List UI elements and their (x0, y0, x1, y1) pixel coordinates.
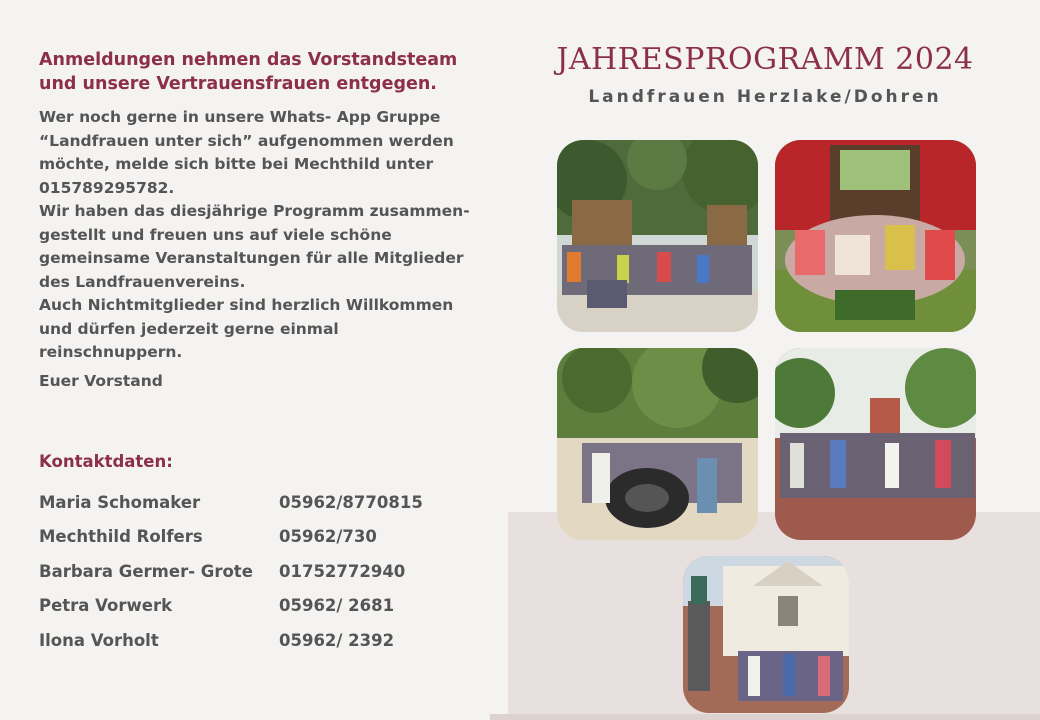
background-strip (490, 714, 1040, 720)
body-line: gestellt und freuen uns auf viele schöne (39, 225, 392, 244)
contact-phone: 05962/730 (279, 527, 377, 546)
contact-phone: 05962/ 2681 (279, 596, 395, 615)
intro-text: Anmeldungen nehmen das Vorstandsteam und unsere Vertrauensfrauen entgegen. (39, 50, 458, 94)
signoff: Euer Vorstand (39, 372, 163, 390)
contacts-heading: Kontaktdaten: (39, 452, 173, 471)
contact-phone: 05962/8770815 (279, 493, 423, 512)
body-line: und dürfen jederzeit gerne einmal reinschnuppern. (39, 319, 339, 361)
page-title: JAHRESPROGRAMM 2024 (556, 42, 974, 77)
group-photo-tire (557, 348, 758, 540)
info-column (39, 48, 479, 365)
contact-phone: 01752772940 (279, 562, 406, 581)
body-line: gemeinsame Veranstaltungen für alle Mitglieder (39, 249, 464, 267)
contact-name: Barbara Germer- Grote (39, 562, 253, 581)
body-line: 015789295782. (39, 178, 175, 197)
page-subtitle: Landfrauen Herzlake/Dohren (588, 87, 942, 107)
contact-name: Ilona Vorholt (39, 631, 159, 650)
group-photo-barn (775, 140, 976, 332)
body-line: Wir haben das diesjährige Programm zusammen- (39, 202, 470, 220)
body-line: “Landfrauen unter sich” aufgenommen werden (39, 131, 454, 150)
body-line: des Landfrauenvereins. (39, 272, 246, 291)
group-photo-town (775, 348, 976, 540)
contact-name: Petra Vorwerk (39, 596, 173, 615)
body-line: Wer noch gerne in unsere Whats- App Gruppe (39, 108, 441, 126)
contact-row (39, 631, 394, 650)
contact-row (39, 493, 423, 512)
body-line: möchte, melde sich bitte bei Mechthild unter (39, 155, 434, 173)
contact-row (39, 527, 377, 546)
contact-phone: 05962/ 2392 (279, 631, 395, 650)
contact-row (39, 596, 394, 615)
group-photo-statue (683, 556, 849, 713)
contact-row (39, 562, 405, 581)
contact-name: Maria Schomaker (39, 493, 201, 512)
group-photo-playground (557, 140, 758, 332)
header (540, 42, 990, 107)
body-text (39, 106, 479, 365)
body-line: Auch Nichtmitglieder sind herzlich Willkommen (39, 296, 454, 314)
contact-name: Mechthild Rolfers (39, 527, 203, 546)
